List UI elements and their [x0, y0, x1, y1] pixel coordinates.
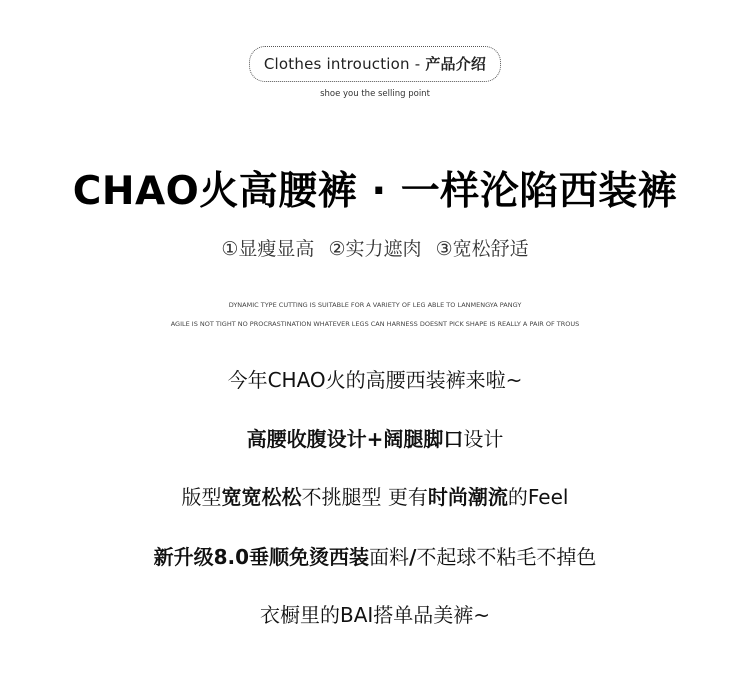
section-title-badge-wrap: [0, 46, 750, 82]
selling-point-bold: 新升级8.0垂顺免烫西装: [153, 545, 370, 569]
selling-point-bold: 时尚潮流: [427, 485, 508, 509]
feature-list: [0, 234, 750, 261]
selling-point-normal: 不起球不粘毛不掉色: [416, 545, 597, 569]
subcaption: shoe you the selling point: [320, 89, 430, 99]
selling-point-line-2: [0, 423, 750, 452]
selling-point-line-3: [0, 481, 750, 510]
selling-point-bold: /: [409, 545, 417, 569]
selling-point-normal: 设计: [463, 427, 504, 451]
badge-cn-text: 产品介绍: [425, 55, 487, 73]
selling-point-line-4: [0, 541, 750, 570]
tiny-caption-line: AGILE IS NOT TIGHT NO PROCRASTINATION WHATEVER LEGS CAN HARNESS DOESNT PICK SHAPE IS REALLY A PAIR OF TROUS: [170, 320, 580, 328]
feature-item: ②实力遮肉: [328, 238, 422, 260]
selling-point-bold: 高腰收腹设计+阔腿脚口: [246, 427, 464, 451]
selling-point-normal: 面料: [369, 545, 410, 569]
selling-point-line-5: 衣橱里的BAI搭单品美裤~: [259, 603, 491, 627]
section-title-badge: [249, 46, 501, 82]
product-headline: CHAO火高腰裤 · 一样沦陷西装裤: [72, 169, 678, 214]
selling-point-bold: 宽宽松松: [221, 485, 302, 509]
feature-item: ①显瘦显高: [221, 238, 315, 260]
selling-point-normal: 版型: [181, 485, 222, 509]
selling-point-normal: 的Feel: [507, 485, 569, 509]
badge-en-text: Clothes introuction -: [263, 55, 426, 73]
selling-point-line-1: 今年CHAO火的高腰西装裤来啦~: [227, 368, 523, 392]
feature-item: ③宽松舒适: [435, 238, 529, 260]
selling-point-normal: 不挑腿型 更有: [301, 485, 428, 509]
tiny-caption-line: DYNAMIC TYPE CUTTING IS SUITABLE FOR A VARIETY OF LEG ABLE TO LANMENGYA PANGY: [228, 301, 522, 309]
